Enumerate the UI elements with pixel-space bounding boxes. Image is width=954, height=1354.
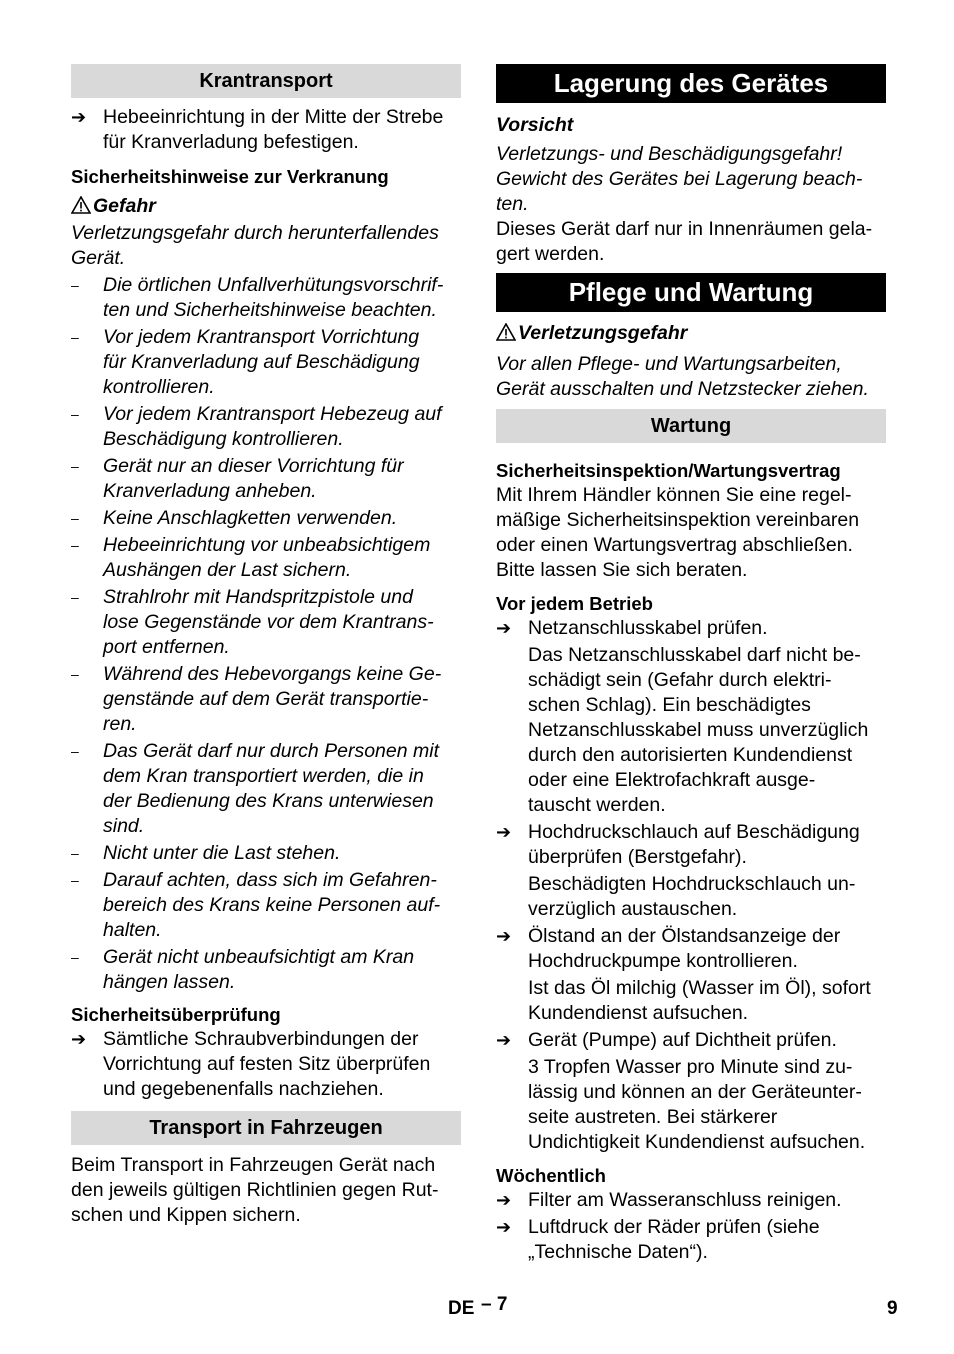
arrow-right-icon: ➔ bbox=[71, 107, 87, 127]
footer-language: DE bbox=[448, 1298, 475, 1319]
left-column bbox=[71, 64, 461, 1228]
arrow-right-icon: ➔ bbox=[496, 1190, 512, 1210]
warning-triangle-icon bbox=[496, 323, 518, 348]
dash-bullet-icon: – bbox=[71, 406, 79, 422]
subheading-woechentlich: Wöchentlich bbox=[496, 1165, 606, 1186]
step-detail: Ist das Öl milchig (Wasser im Öl), sofort Kundendienst aufsuchen. bbox=[528, 977, 871, 1024]
arrow-right-icon: ➔ bbox=[496, 1030, 512, 1050]
dash-bullet-icon: – bbox=[71, 329, 79, 345]
list-item: – Keine Anschlagketten verwenden. bbox=[71, 507, 398, 529]
arrow-right-icon: ➔ bbox=[496, 926, 512, 946]
dash-bullet-icon: – bbox=[71, 949, 79, 965]
list-item: – Gerät nur an dieser Vorrichtung für Kranverladung anheben. bbox=[71, 455, 404, 502]
list-item: – Während des Hebevorgangs keine Ge- genstände auf dem Gerät transportie- ren. bbox=[71, 663, 442, 735]
warning-triangle-icon bbox=[71, 196, 93, 221]
arrow-right-icon: ➔ bbox=[496, 822, 512, 842]
step-detail: Das Netzanschlusskabel darf nicht be- schädigt sein (Gefahr durch elektri- schen Schlag). Ein beschädigtes Netzanschlusskabel muss unverzüglich durch den autorisierten Kundendienst oder eine Elektrofachkraft ausge- tauscht werden. bbox=[528, 644, 869, 816]
section-heading-pflege: Pflege und Wartung bbox=[496, 273, 886, 312]
pflege-warning-text: Vor allen Pflege- und Wartungsarbeiten, Gerät ausschalten und Netzstecker ziehen. bbox=[496, 353, 869, 400]
subheading-vor-jedem-betrieb: Vor jedem Betrieb bbox=[496, 593, 653, 614]
list-item: – Nicht unter die Last stehen. bbox=[71, 842, 341, 864]
list-item: – Vor jedem Krantransport Hebezeug auf Beschädigung kontrollieren. bbox=[71, 403, 442, 450]
section-heading-krantransport: Krantransport bbox=[71, 64, 461, 98]
transport-text: Beim Transport in Fahrzeugen Gerät nach den jeweils gültigen Richtlinien gegen Rut- schen und Kippen sichern. bbox=[71, 1154, 439, 1226]
right-column bbox=[496, 64, 886, 1267]
arrow-right-icon: ➔ bbox=[496, 618, 512, 638]
safety-list bbox=[71, 273, 461, 995]
caution-text: Verletzungs- und Beschädigungsgefahr! Gewicht des Gerätes bei Lagerung beach- ten. bbox=[496, 143, 863, 215]
dash-bullet-icon: – bbox=[71, 277, 79, 293]
krantransport-step: ➔ Hebeeinrichtung in der Mitte der Strebe für Kranverladung befestigen. bbox=[71, 106, 444, 153]
warning-label: Verletzungsgefahr bbox=[496, 321, 886, 348]
subheading-verkranung: Sicherheitshinweise zur Verkranung bbox=[71, 166, 389, 187]
step-item: ➔ Filter am Wasseranschluss reinigen. bbox=[496, 1189, 842, 1211]
arrow-right-icon: ➔ bbox=[71, 1029, 87, 1049]
lagerung-text: Dieses Gerät darf nur in Innenräumen gela- gert werden. bbox=[496, 218, 873, 265]
section-heading-lagerung: Lagerung des Gerätes bbox=[496, 64, 886, 103]
list-item: – Strahlrohr mit Handspritzpistole und lose Gegenstände vor dem Krantrans- port entfernen. bbox=[71, 586, 434, 658]
warning-text: Verletzungsgefahr durch herunterfallendes Gerät. bbox=[71, 222, 439, 269]
arrow-right-icon: ➔ bbox=[496, 1217, 512, 1237]
section-heading-transport-fahrzeugen: Transport in Fahrzeugen bbox=[71, 1111, 461, 1145]
list-item: – Gerät nicht unbeaufsichtigt am Kran hängen lassen. bbox=[71, 946, 415, 993]
subheading-sicherheitsueberpruefung: Sicherheitsüberprüfung bbox=[71, 1004, 281, 1025]
dash-bullet-icon: – bbox=[71, 537, 79, 553]
dash-bullet-icon: – bbox=[71, 872, 79, 888]
list-item: – Darauf achten, dass sich im Gefahren- bereich des Krans keine Personen auf- halten. bbox=[71, 869, 441, 941]
subheading-inspektion: Sicherheitsinspektion/Wartungsvertrag bbox=[496, 460, 841, 481]
list-item: – Vor jedem Krantransport Vorrichtung für Kranverladung auf Beschädigung kontrollieren. bbox=[71, 326, 420, 398]
step-item: ➔ Hochdruckschlauch auf Beschädigung überprüfen (Berstgefahr). bbox=[496, 821, 860, 868]
footer-page-label: – 7 bbox=[481, 1294, 508, 1315]
dash-bullet-icon: – bbox=[71, 743, 79, 759]
woechentlich-steps bbox=[496, 1188, 886, 1265]
list-item: – Die örtlichen Unfallverhütungsvorschrif- ten und Sicherheitshinweise beachten. bbox=[71, 274, 444, 321]
step-detail: 3 Tropfen Wasser pro Minute sind zu- lässig und können an der Geräteunter- seite austreten. Bei stärkerer Undichtigkeit Kundendienst aufsuchen. bbox=[528, 1056, 866, 1153]
page-number: 9 bbox=[887, 1298, 898, 1319]
inspektion-text: Mit Ihrem Händler können Sie eine regel- mäßige Sicherheitsinspektion vereinbaren oder einen Wartungsvertrag abschließen. Bitte lassen Sie sich beraten. bbox=[496, 484, 860, 581]
caution-label: Vorsicht bbox=[496, 114, 574, 136]
step-item: ➔ Netzanschlusskabel prüfen. bbox=[496, 617, 768, 639]
list-item: – Hebeeinrichtung vor unbeabsichtigem Aushängen der Last sichern. bbox=[71, 534, 431, 581]
warning-label: Gefahr bbox=[71, 194, 461, 221]
step-detail: Beschädigten Hochdruckschlauch un- verzüglich austauschen. bbox=[528, 873, 856, 920]
ueberpruefung-step: ➔ Sämtliche Schraubverbindungen der Vorrichtung auf festen Sitz überprüfen und gegebenenfalls nachziehen. bbox=[71, 1028, 431, 1100]
betrieb-steps bbox=[496, 616, 886, 1155]
section-heading-wartung: Wartung bbox=[496, 409, 886, 443]
dash-bullet-icon: – bbox=[71, 666, 79, 682]
step-item: ➔ Ölstand an der Ölstandsanzeige der Hochdruckpumpe kontrollieren. bbox=[496, 925, 841, 972]
dash-bullet-icon: – bbox=[71, 458, 79, 474]
dash-bullet-icon: – bbox=[71, 589, 79, 605]
step-item: ➔ Gerät (Pumpe) auf Dichtheit prüfen. bbox=[496, 1029, 837, 1051]
list-item: – Das Gerät darf nur durch Personen mit dem Kran transportiert werden, die in der Bedienung des Krans unterwiesen sind. bbox=[71, 740, 439, 837]
step-item: ➔ Luftdruck der Räder prüfen (siehe „Technische Daten“). bbox=[496, 1216, 820, 1263]
dash-bullet-icon: – bbox=[71, 845, 79, 861]
dash-bullet-icon: – bbox=[71, 510, 79, 526]
